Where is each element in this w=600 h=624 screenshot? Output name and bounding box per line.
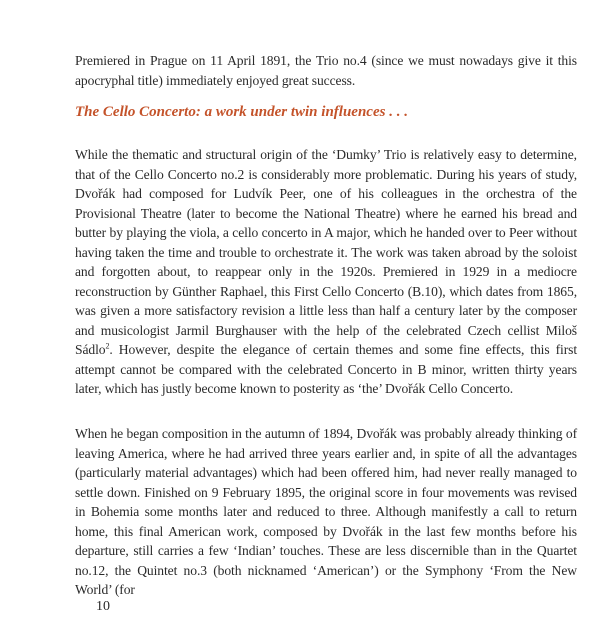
page-number: 10: [96, 599, 110, 614]
body-paragraph-1: [75, 145, 577, 399]
body-paragraph-1-text-b: . However, despite the elegance of certain themes and some fine effects, this first attempt cannot be compared with the celebrated Concerto in B minor, written thirty years later, which has justly become known to posterity as ‘the’ Dvořák Cello Concerto.: [75, 342, 577, 396]
footnote-marker[interactable]: 2: [105, 341, 110, 351]
section-heading: The Cello Concerto: a work under twin influences . . .: [75, 104, 408, 120]
intro-paragraph: Premiered in Prague on 11 April 1891, the Trio no.4 (since we must nowadays give it this apocryphal title) immediately enjoyed great success.: [75, 53, 577, 88]
body-paragraph-1-text-a: While the thematic and structural origin of the ‘Dumky’ Trio is relatively easy to determine, that of the Cello Concerto no.2 is considerably more problematic. During his years of study, Dvořák had composed for Ludvík Peer, one of his colleagues in the orchestra of the Provisional Theatre (later to become the National Theatre) where he earned his bread and butter by playing the viola, a cello concerto in A major, which he handed over to Peer without having taken the time and trouble to orchestrate it. The work was taken abroad by the soloist and forgotten about, to reappear only in the 1920s. Premiered in 1929 in a mediocre reconstruction by Günther Raphael, this First Cello Concerto (B.10), which dates from 1865, was given a more satisfactory revision a little less than half a century later by the composer and musicologist Jarmil Burghauser with the help of the celebrated Czech cellist Miloš Sádlo: [75, 147, 577, 357]
body-paragraph-2: When he began composition in the autumn of 1894, Dvořák was probably already thinking of leaving America, where he had arrived three years earlier and, in spite of all the advantages (particularly material advantages) which had been offered him, had never really managed to settle down. Finished on 9 February 1895, the original score in four movements was revised in Bohemia some months later and reduced to three. Although manifestly a call to return home, this final American work, composed by Dvořák in the last few months before his departure, still carries a few ‘Indian’ touches. These are less discernible than in the Quartet no.12, the Quintet no.3 (both nicknamed ‘American’) or the Symphony ‘From the New World’ (for: [75, 426, 577, 597]
